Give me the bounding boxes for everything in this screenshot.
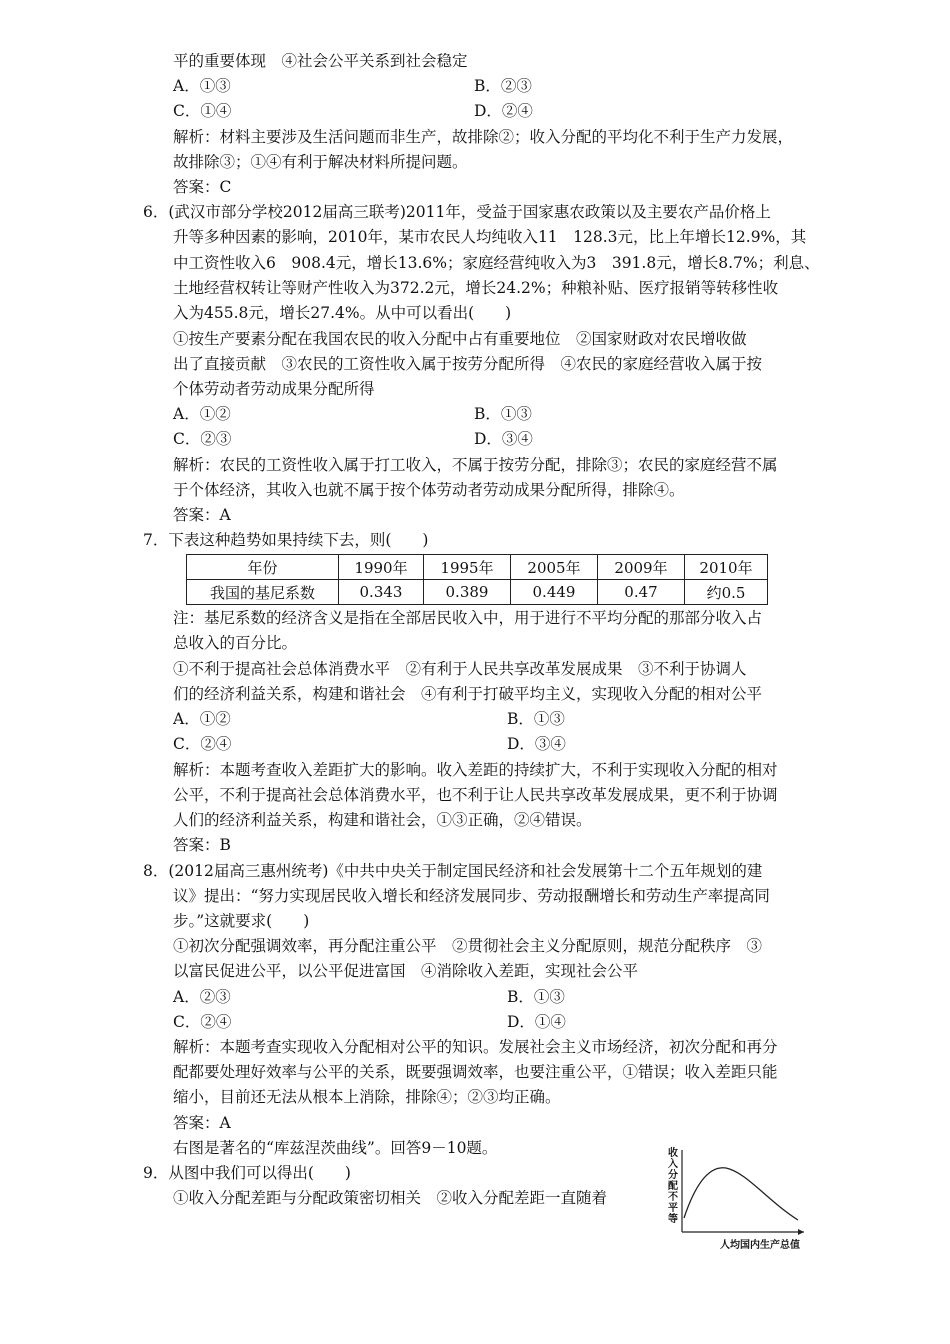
q7-option-b: B．①③ [507, 710, 565, 728]
q8-option-a: A．②③ [173, 988, 231, 1006]
figure-x-label: 人均国内生产总值 [720, 1240, 800, 1251]
table-cell: 0.343 [339, 580, 424, 605]
q7-statement-2: 们的经济利益关系，构建和谐社会 ④有利于打破平均主义，实现收入分配的相对公平 [173, 685, 763, 703]
table-cell: 0.389 [424, 580, 511, 605]
table-cell: 约0.5 [685, 580, 768, 605]
figure-intro: 右图是著名的“库兹涅茨曲线”。回答9－10题。 [173, 1139, 498, 1157]
q6-answer: 答案：A [173, 506, 231, 524]
q8-statement-1: ①初次分配强调效率，再分配注重公平 ②贯彻社会主义分配原则，规范分配秩序 ③ [173, 937, 763, 955]
q6-option-b: B．①③ [474, 405, 532, 423]
q6-option-d: D．③④ [474, 430, 533, 448]
q7-analysis-2: 公平，不利于提高社会总体消费水平，也不利于让人民共享改革发展成果，更不利于协调 [173, 786, 778, 804]
q8-option-c: C．②④ [173, 1013, 232, 1031]
q7-option-c: C．②④ [173, 735, 232, 753]
q7-note-1: 注：基尼系数的经济含义是指在全部居民收入中，用于进行不平均分配的那部分收入占 [173, 609, 763, 627]
q6-line-5: 入为455.8元，增长27.4%。从中可以看出( ) [173, 304, 512, 322]
q7-line-1: 7．下表这种趋势如果持续下去，则( ) [143, 531, 429, 549]
q6-line-4: 土地经营权转让等财产性收入为372.2元，增长24.2%；种粮补贴、医疗报销等转移性收 [173, 279, 779, 297]
q6-statement-1: ①按生产要素分配在我国农民的收入分配中占有重要地位 ②国家财政对农民增收做 [173, 330, 747, 348]
q7-option-d: D．③④ [507, 735, 566, 753]
table-header-cell: 2005年 [511, 555, 598, 580]
q8-analysis-1: 解析：本题考查实现收入分配相对公平的知识。发展社会主义市场经济，初次分配和再分 [173, 1038, 778, 1056]
q7-analysis-3: 人们的经济利益关系，构建和谐社会，①③正确，②④错误。 [173, 811, 592, 829]
q5-option-c: C．①④ [173, 102, 232, 120]
gini-table [186, 554, 768, 605]
q8-line-3: 步。”这就要求( ) [173, 912, 310, 930]
q6-analysis-1: 解析：农民的工资性收入属于打工收入，不属于按劳分配，排除③；农民的家庭经营不属 [173, 456, 778, 474]
q5-line-cont: 平的重要体现 ④社会公平关系到社会稳定 [173, 52, 468, 70]
q5-analysis-1: 解析：材料主要涉及生活问题而非生产，故排除②；收入分配的平均化不利于生产力发展， [173, 128, 794, 146]
q5-option-d: D．②④ [474, 102, 533, 120]
q7-analysis-1: 解析：本题考查收入差距扩大的影响。收入差距的持续扩大，不利于实现收入分配的相对 [173, 761, 778, 779]
q6-option-c: C．②③ [173, 430, 232, 448]
q6-line-3: 中工资性收入6 908.4元，增长13.6%；家庭经营纯收入为3 391.8元，增长8.7%；利息、 [173, 254, 820, 272]
gini-table-data-row [187, 580, 768, 605]
q8-line-2: 议》提出：“努力实现居民收入增长和经济发展同步、劳动报酬增长和劳动生产率提高同 [173, 887, 770, 905]
q6-statement-3: 个体劳动者劳动成果分配所得 [173, 380, 375, 398]
q8-analysis-2: 配都要处理好效率与公平的关系，既要强调效率，也要注重公平，①错误；收入差距只能 [173, 1063, 778, 1081]
kuznets-curve-line [684, 1168, 798, 1220]
q9-line-1: 9．从图中我们可以得出( ) [143, 1164, 351, 1182]
q6-line-2: 升等多种因素的影响，2010年，某市农民人均纯收入11 128.3元，比上年增长12.9%，其 [173, 228, 807, 246]
table-cell: 我国的基尼系数 [187, 580, 339, 605]
table-header-cell: 年份 [187, 555, 339, 580]
q6-statement-2: 出了直接贡献 ③农民的工资性收入属于按劳分配所得 ④农民的家庭经营收入属于按 [173, 355, 763, 373]
q8-answer: 答案：A [173, 1114, 231, 1132]
q7-note-2: 总收入的百分比。 [173, 634, 298, 652]
x-axis-arrow-icon [798, 1229, 804, 1235]
table-header-cell: 2009年 [598, 555, 685, 580]
table-header-cell: 1990年 [339, 555, 424, 580]
q8-analysis-3: 缩小，目前还无法从根本上消除，排除④；②③均正确。 [173, 1088, 561, 1106]
q5-option-a: A．①③ [173, 77, 231, 95]
table-header-cell: 1995年 [424, 555, 511, 580]
q5-option-b: B．②③ [474, 77, 532, 95]
table-header-cell: 2010年 [685, 555, 768, 580]
table-cell: 0.449 [511, 580, 598, 605]
table-cell: 0.47 [598, 580, 685, 605]
q6-option-a: A．①② [173, 405, 231, 423]
q7-option-a: A．①② [173, 710, 231, 728]
q6-line-1: 6．(武汉市部分学校2012届高三联考)2011年，受益于国家惠农政策以及主要农产品价格上 [143, 203, 771, 221]
q9-statement-1: ①收入分配差距与分配政策密切相关 ②收入分配差距一直随着 [173, 1189, 608, 1207]
figure-y-label: 收入分配不平等 [668, 1148, 678, 1225]
q7-statement-1: ①不利于提高社会总体消费水平 ②有利于人民共享改革发展成果 ③不利于协调人 [173, 660, 747, 678]
q8-option-b: B．①③ [507, 988, 565, 1006]
q6-analysis-2: 于个体经济，其收入也就不属于按个体劳动者劳动成果分配所得，排除④。 [173, 481, 685, 499]
q5-answer: 答案：C [173, 178, 232, 196]
q8-option-d: D．①④ [507, 1013, 566, 1031]
q8-statement-2: 以富民促进公平，以公平促进富国 ④消除收入差距，实现社会公平 [173, 962, 639, 980]
gini-table-header-row [187, 555, 768, 580]
q5-analysis-2: 故排除③；①④有利于解决材料所提问题。 [173, 153, 468, 171]
q7-answer: 答案：B [173, 836, 231, 854]
q8-line-1: 8．(2012届高三惠州统考)《中共中央关于制定国民经济和社会发展第十二个五年规划的建 [143, 862, 763, 880]
